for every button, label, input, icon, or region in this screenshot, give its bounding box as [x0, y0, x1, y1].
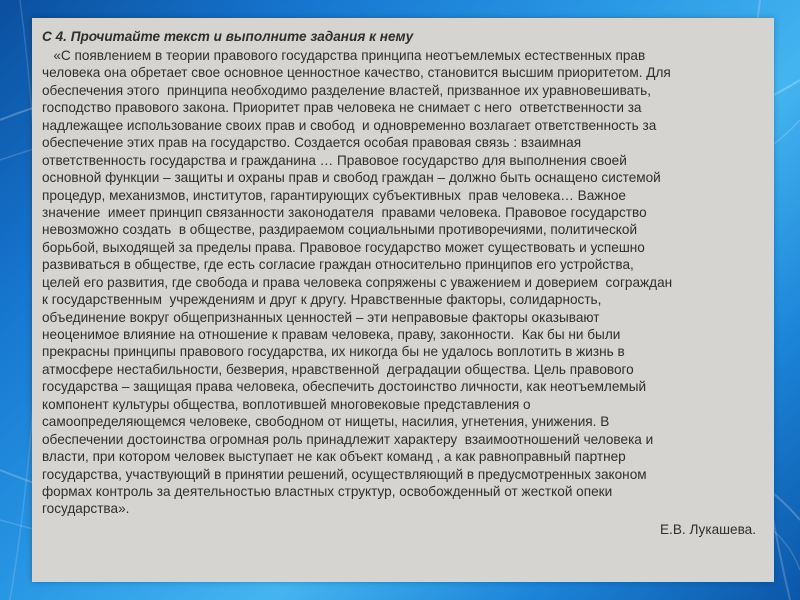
passage-line: государства – защищая права человека, обеспечить достоинство личности, как неотъемлемый: [42, 379, 647, 395]
task-heading: С 4. Прочитайте текст и выполните задания к нему: [42, 29, 414, 44]
passage-text: [42, 47, 764, 518]
passage-line: власти, при котором человек выступает не как объект команд , а как равноправный партнер: [42, 449, 626, 465]
passage-line: компонент культуры общества, воплотившей многовековые представления о: [42, 396, 531, 412]
passage-line: объединение вокруг общепризнанных ценностей – эти неправовые факторы оказывают: [42, 309, 600, 325]
passage-line: обеспечение этих прав на государство. Создается особая правовая связь : взаимная: [42, 135, 582, 151]
passage-line: формах контроль за деятельностью властных структур, освобожденный от жесткой опеки: [42, 483, 613, 499]
passage-line: самоопределяющемся человеке, свободном от нищеты, насилия, угнетения, унижения. В: [42, 414, 610, 430]
passage-line: невозможно создать в обществе, раздираемом социальными противоречиями, политической: [42, 222, 638, 238]
passage-line: господство правового закона. Приоритет прав человека не снимает с него ответственности за: [42, 100, 642, 116]
passage-line: неоценимое влияние на отношение к правам человека, праву, законности. Как бы ни были: [42, 327, 621, 342]
passage-line: атмосфере нестабильности, безверия, нравственной деградации общества. Цель правового: [42, 361, 634, 377]
passage-line: государства, участвующий в принятии решений, осуществляющий в предусмотренных законом: [42, 466, 647, 482]
text-panel: [32, 18, 774, 582]
passage-line: значение имеет принцип связанности законодателя правами человека. Правовое государство: [42, 204, 647, 220]
passage-line: борьбой, выходящей за пределы права. Правовое государство может существовать и успешно: [42, 239, 645, 255]
passage-line: основной функции – защиты и охраны прав и свобод граждан – должно быть оснащено системой: [42, 170, 661, 186]
passage-line: ответственность государства и гражданина … Правовое государство для выполнения своей: [42, 152, 627, 168]
passage-line: надлежащее использование своих прав и свобод и одновременно возлагает ответственность за: [42, 117, 657, 133]
passage-line: «С появлением в теории правового государства принципа неотъемлемых естественных прав: [42, 48, 646, 63]
passage-line: целей его развития, где свобода и права человека сопряжены с уважением и доверием сограждан: [42, 274, 673, 290]
passage-line: человека она обретает свое основное ценностное качество, становится высшим приоритетом. Для: [42, 65, 671, 81]
passage-line: государства».: [42, 501, 130, 517]
passage-line: процедур, механизмов, институтов, гарантирующих субъективных прав человека… Важное: [42, 187, 626, 203]
passage-line: обеспечения этого принципа необходимо разделение властей, призванное их уравновешивать,: [42, 82, 652, 98]
passage-line: обеспечении достоинства огромная роль принадлежит характеру взаимоотношений человека и: [42, 431, 654, 447]
author-signature: Е.В. Лукашева.: [659, 521, 756, 537]
passage-line: к государственным учреждениям и друг к другу. Нравственные факторы, солидарность,: [42, 292, 602, 308]
passage-line: прекрасны принципы правового государства, их никогда бы не удалось воплотить в жизнь в: [42, 344, 625, 360]
passage-line: развиваться в обществе, где есть согласие граждан относительно принципов его устройства,: [42, 257, 634, 273]
